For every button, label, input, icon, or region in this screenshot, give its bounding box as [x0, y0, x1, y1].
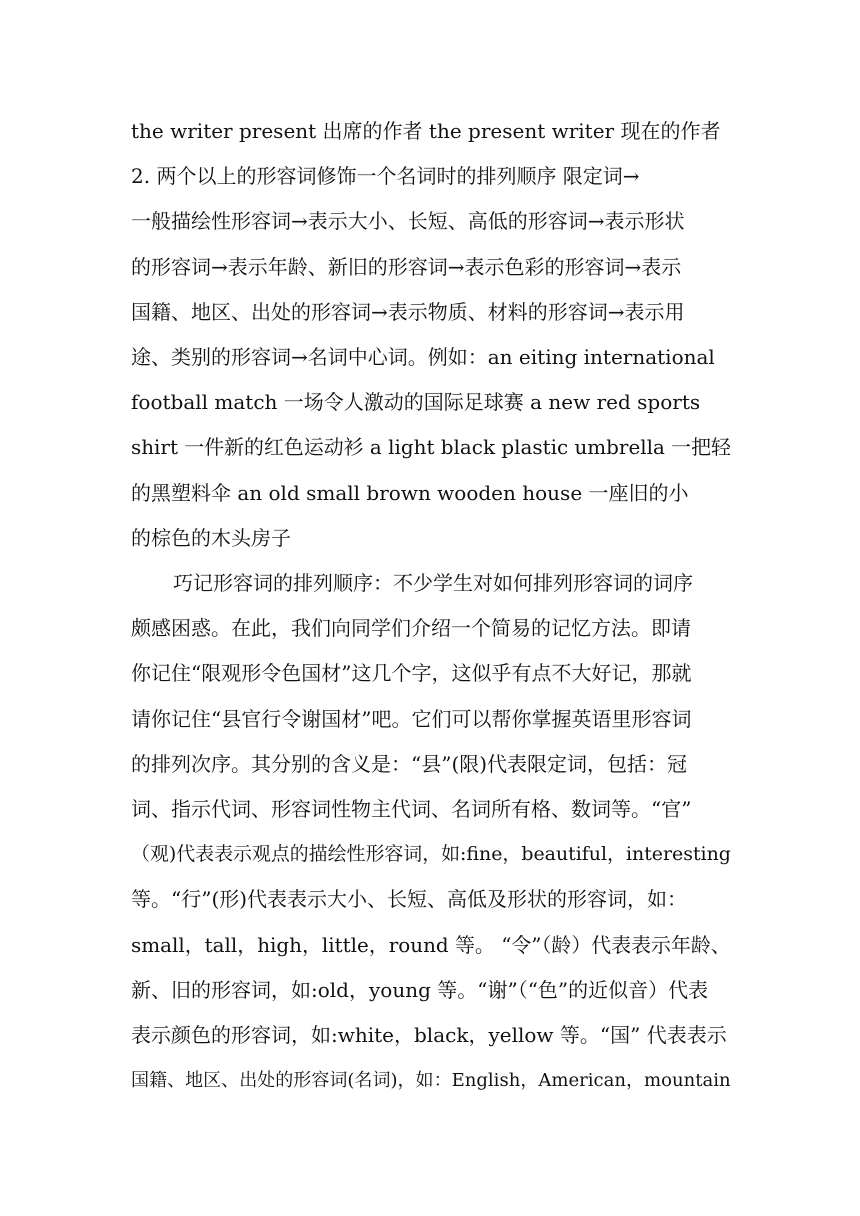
text-line: 国籍、地区、出处的形容词(名词)，如：English，American，mountain	[131, 1070, 731, 1092]
text-line: 一般描绘性形容词→表示大小、长短、高低的形容词→表示形状	[131, 209, 685, 234]
text-line: 途、类别的形容词→名词中心词。例如：an eiting international	[131, 345, 715, 370]
text-line: 的棕色的木头房子	[131, 525, 291, 550]
text-line: 的黑塑料伞 an old small brown wooden house 一座旧的小	[131, 480, 689, 505]
paragraph-adjective-order	[131, 109, 731, 561]
text-line: football match 一场令人激动的国际足球赛 a new red sports	[131, 390, 701, 415]
text-line: 国籍、地区、出处的形容词→表示物质、材料的形容词→表示用	[131, 299, 685, 324]
text-line: 表示颜色的形容词，如:white，black，yellow 等。“国” 代表表示	[131, 1023, 727, 1048]
body-text	[131, 109, 731, 1103]
paragraph-memory-tip	[131, 561, 731, 1103]
text-line: （观)代表表示观点的描绘性形容词，如:fine，beautiful，interesting	[131, 843, 731, 866]
text-line-indented: 巧记形容词的排列顺序：不少学生对如何排列形容词的词序	[173, 571, 693, 596]
text-line: 词、指示代词、形容词性物主代词、名词所有格、数词等。“官”	[131, 797, 692, 822]
text-line: small，tall，high，little，round 等。 “令”（龄）代表表示年龄、	[131, 933, 731, 957]
text-line: 的排列次序。其分别的含义是：“县”(限)代表限定词，包括：冠	[131, 751, 688, 776]
text-line: 请你记住“县官行令谢国材”吧。它们可以帮你掌握英语里形容词	[131, 706, 692, 731]
text-line: 等。“行”(形)代表表示大小、长短、高低及形状的形容词，如：	[131, 887, 688, 912]
text-line: 颇感困惑。在此，我们向同学们介绍一个简易的记忆方法。即请	[131, 616, 691, 641]
text-line: the writer present 出席的作者 the present writer 现在的作者	[131, 119, 721, 143]
text-line: 新、旧的形容词，如:old，young 等。“谢”（“色”的近似音）代表	[131, 977, 709, 1002]
text-line: shirt 一件新的红色运动衫 a light black plastic umbrella 一把轻	[131, 436, 731, 460]
text-line: 你记住“限观形令色国材”这几个字，这似乎有点不大好记，那就	[131, 661, 692, 686]
text-line: 的形容词→表示年龄、新旧的形容词→表示色彩的形容词→表示	[131, 254, 682, 279]
text-line: 2. 两个以上的形容词修饰一个名词时的排列顺序 限定词→	[131, 164, 640, 189]
